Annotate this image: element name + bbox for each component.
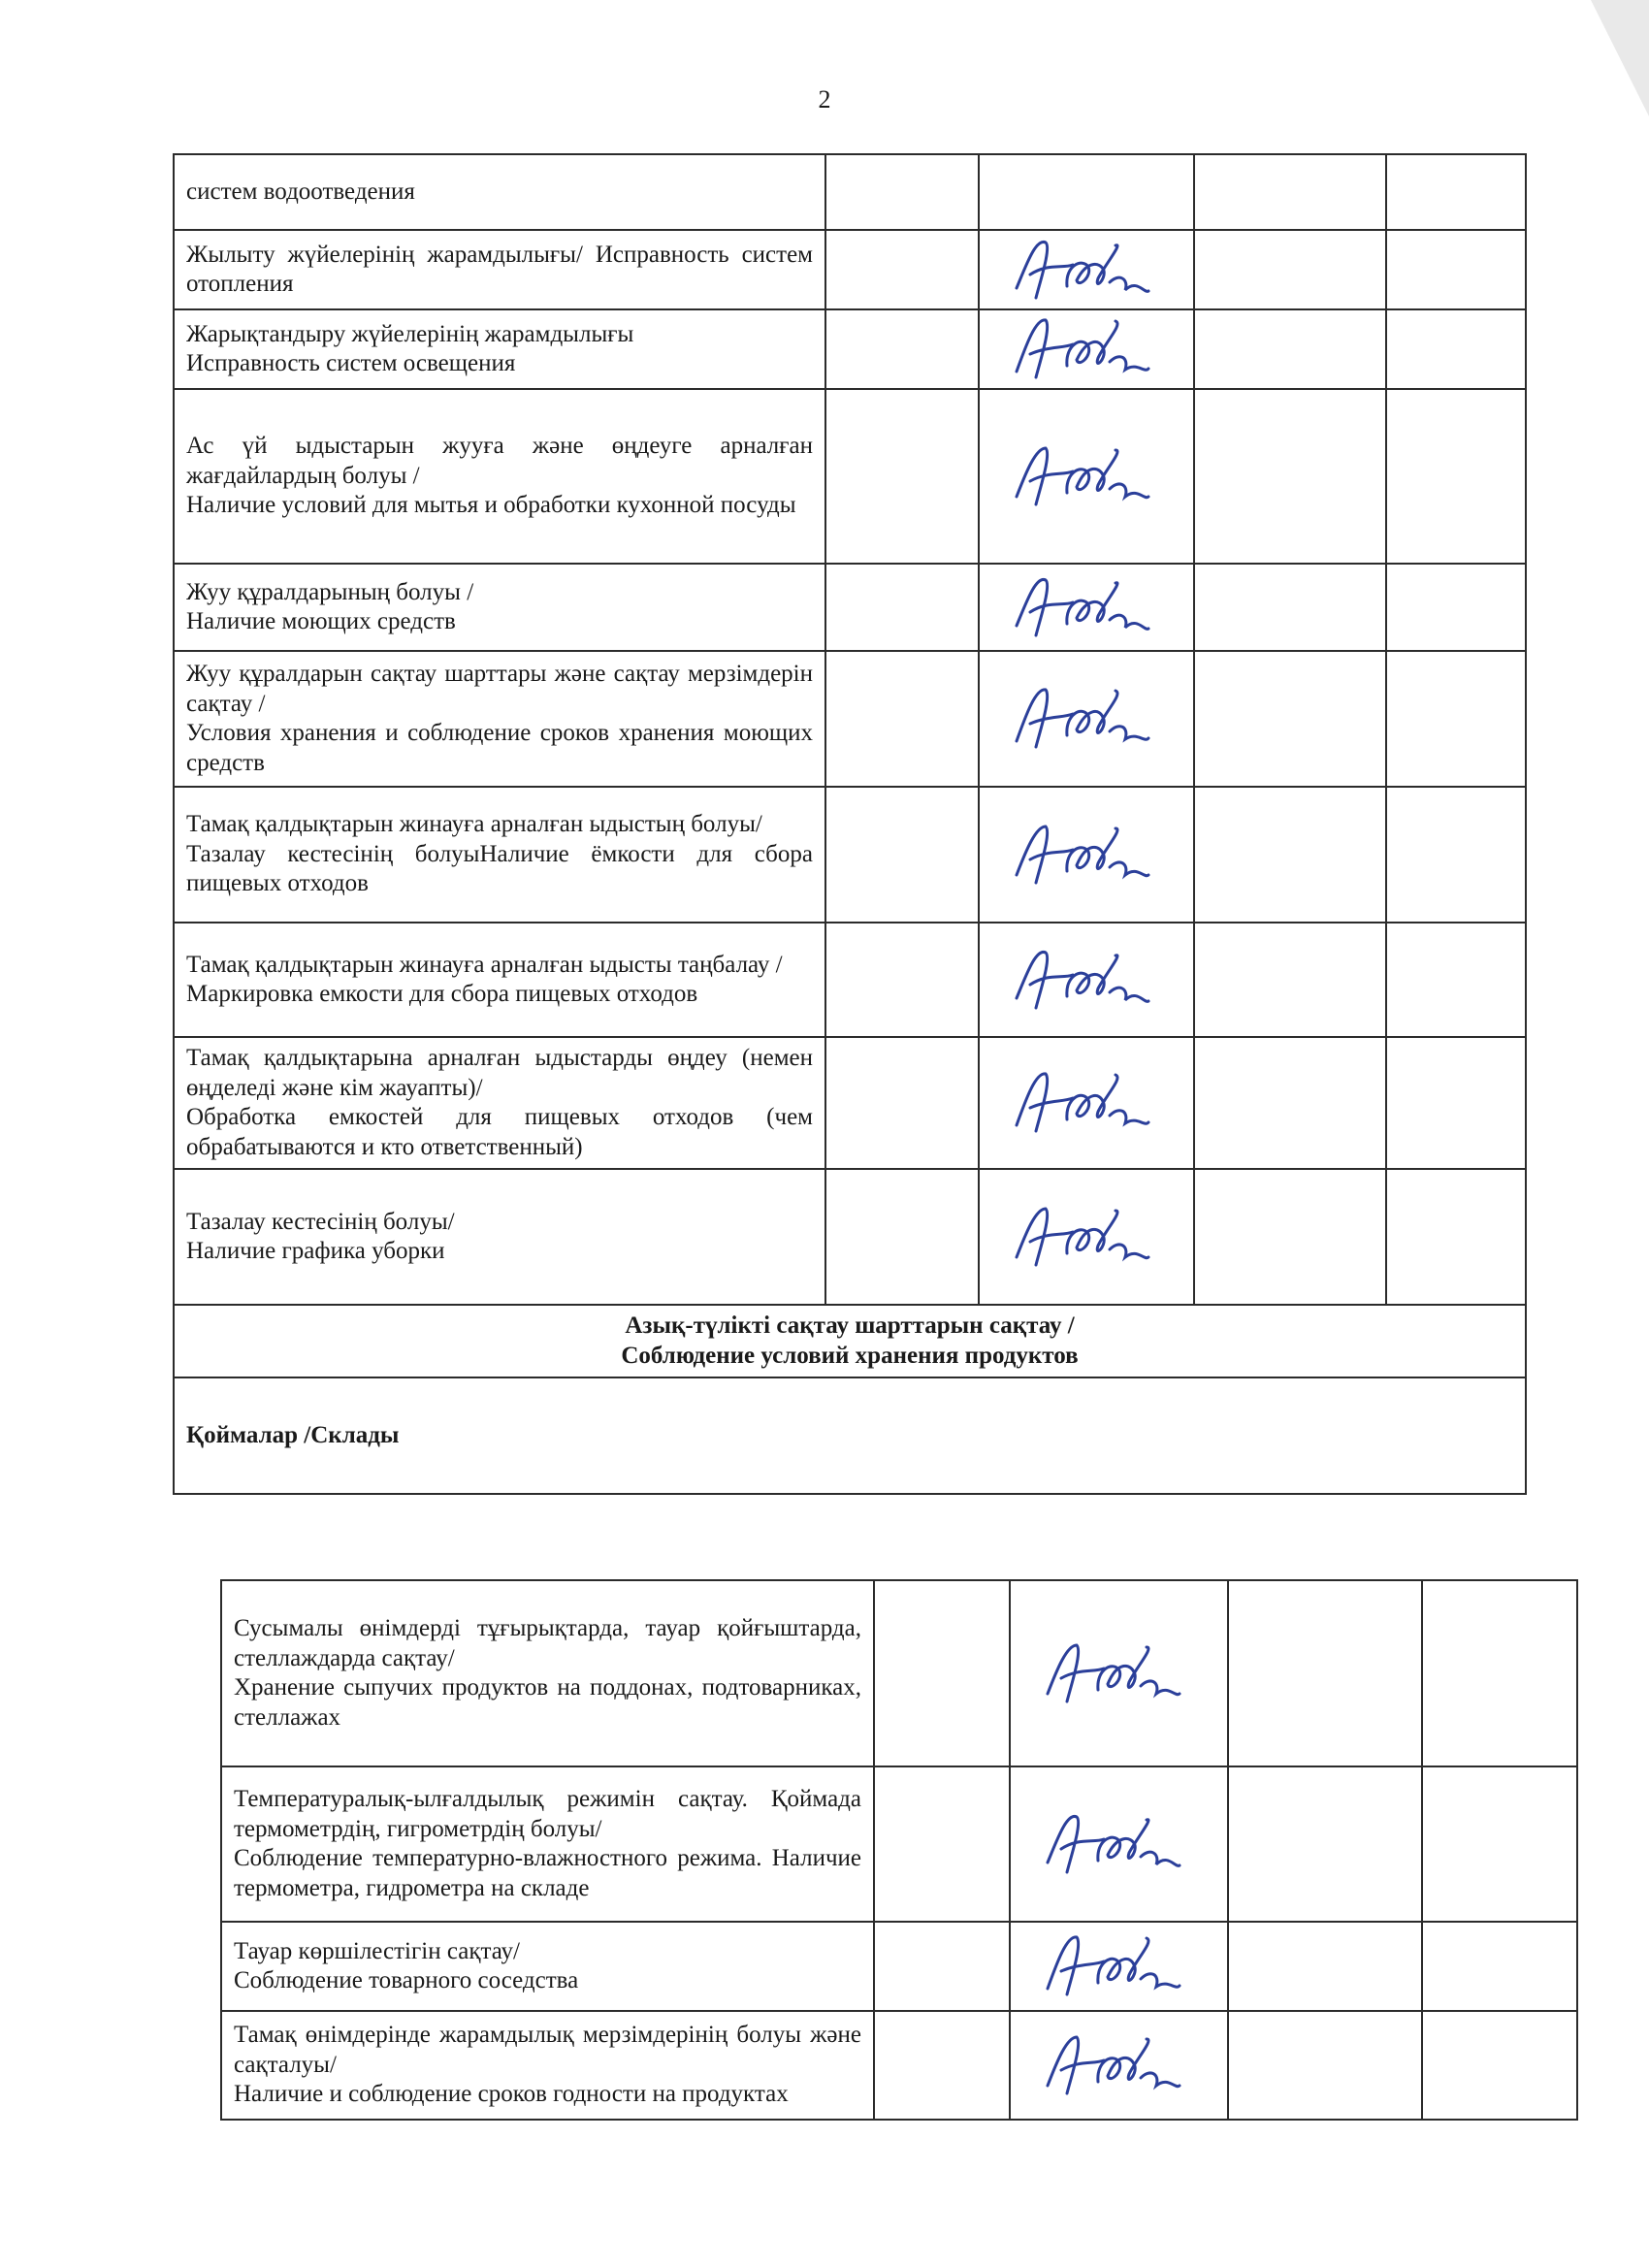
table-row (174, 1169, 1526, 1305)
empty-cell (825, 787, 979, 923)
signature-cell (979, 1037, 1194, 1169)
table-row (174, 154, 1526, 230)
criterion-kk: Жарықтандыру жүйелерінің жарамдылығы (186, 320, 634, 347)
signature-cell (979, 230, 1194, 309)
criterion-cell (174, 787, 825, 923)
criterion-kk: Ас үй ыдыстарын жууға және өңдеуге арналған жағдайлардың болуы / (186, 433, 813, 489)
subsection-title: Қоймалар /Склады (174, 1377, 1526, 1494)
section-title (174, 1305, 1526, 1377)
table-row (221, 1922, 1577, 2011)
criterion-cell (174, 1037, 825, 1169)
criterion-kk: Тамақ қалдықтарына арналған ыдыстарды өңдеу (немен өңделеді және кім жауапты)/ (186, 1045, 813, 1101)
empty-cell (1386, 787, 1526, 923)
empty-cell (825, 154, 979, 230)
criterion-cell (174, 230, 825, 309)
signature-cell (979, 154, 1194, 230)
signature-icon (1009, 1059, 1154, 1147)
signature-icon (1040, 1630, 1185, 1717)
signature-cell (1010, 2011, 1228, 2120)
empty-cell (1194, 154, 1386, 230)
criterion-ru: Условия хранения и соблюдение сроков хранения моющих средств (186, 720, 813, 776)
criterion-kk: Тазалау кестесінің болуы/ (186, 1208, 455, 1235)
empty-cell (825, 923, 979, 1037)
signature-icon (1040, 1923, 1185, 2010)
empty-cell (1386, 230, 1526, 309)
empty-cell (1386, 309, 1526, 389)
signature-icon (1009, 306, 1154, 393)
criterion-cell (174, 154, 825, 230)
criterion-kk: Тамақ өнімдерінде жарамдылық мерзімдерінің болуы және сақталуы/ (234, 2022, 861, 2078)
criterion-kk: систем водоотведения (186, 178, 415, 205)
empty-cell (1228, 1580, 1422, 1766)
criterion-cell (221, 1580, 874, 1766)
signature-cell (979, 923, 1194, 1037)
empty-cell (1386, 1037, 1526, 1169)
signature-icon (1040, 1800, 1185, 1888)
empty-cell (1386, 923, 1526, 1037)
criterion-ru: Хранение сыпучих продуктов на поддонах, подтоварниках, стеллажах (234, 1674, 861, 1731)
empty-cell (874, 1766, 1010, 1922)
table-row (174, 389, 1526, 564)
criterion-kk: Жуу құралдарын сақтау шарттары және сақтау мерзімдерін сақтау / (186, 661, 813, 717)
signature-cell (979, 564, 1194, 651)
signature-cell (979, 787, 1194, 923)
section-header-row (174, 1305, 1526, 1377)
table-row (174, 1037, 1526, 1169)
empty-cell (1422, 2011, 1577, 2120)
criterion-cell (221, 1922, 874, 2011)
empty-cell (825, 651, 979, 787)
table-row (174, 923, 1526, 1037)
signature-cell (979, 651, 1194, 787)
empty-cell (1386, 1169, 1526, 1305)
criterion-cell (174, 564, 825, 651)
empty-cell (1386, 154, 1526, 230)
criterion-cell (221, 2011, 874, 2120)
empty-cell (1228, 2011, 1422, 2120)
signature-icon (1009, 433, 1154, 520)
criterion-ru: Наличие условий для мытья и обработки кухонной посуды (186, 492, 796, 519)
empty-cell (1194, 923, 1386, 1037)
empty-cell (825, 1037, 979, 1169)
checklist-table-part1 (173, 153, 1527, 1495)
signature-icon (1009, 675, 1154, 762)
criterion-ru: Соблюдение температурно-влажностного режима. Наличие термометра, гидрометра на складе (234, 1845, 861, 1901)
empty-cell (1194, 230, 1386, 309)
criterion-kk: Жылыту жүйелерінің жарамдылығы/ Исправность систем отопления (186, 241, 813, 297)
criterion-cell (174, 389, 825, 564)
signature-icon (1009, 1193, 1154, 1280)
empty-cell (1422, 1766, 1577, 1922)
signature-cell (1010, 1922, 1228, 2011)
empty-cell (1386, 389, 1526, 564)
criterion-cell (174, 651, 825, 787)
criterion-ru: Наличие и соблюдение сроков годности на продуктах (234, 2081, 789, 2108)
signature-cell (979, 1169, 1194, 1305)
empty-cell (1194, 787, 1386, 923)
signature-icon (1009, 564, 1154, 651)
signature-cell (979, 309, 1194, 389)
empty-cell (825, 389, 979, 564)
empty-cell (1194, 564, 1386, 651)
signature-cell (1010, 1766, 1228, 1922)
page-number: 2 (818, 85, 831, 113)
empty-cell (1194, 651, 1386, 787)
criterion-cell (174, 309, 825, 389)
table-row (221, 2011, 1577, 2120)
checklist-table-part2 (220, 1579, 1578, 2121)
criterion-kk: Сусымалы өнімдерді тұғырықтарда, тауар қойғыштарда, стеллаждарда сақтау/ (234, 1615, 861, 1671)
section-title-line: Азық-түлікті сақтау шарттарын сақтау / (625, 1312, 1075, 1339)
empty-cell (874, 1580, 1010, 1766)
section-title-line: Соблюдение условий хранения продуктов (621, 1342, 1079, 1369)
empty-cell (1194, 309, 1386, 389)
empty-cell (1228, 1922, 1422, 2011)
table-row (174, 787, 1526, 923)
signature-icon (1009, 936, 1154, 1023)
criterion-ru: Обработка емкостей для пищевых отходов (чем обрабатываются и кто ответственный) (186, 1104, 813, 1160)
empty-cell (1194, 1037, 1386, 1169)
criterion-cell (174, 1169, 825, 1305)
criterion-kk: Температуралық-ылғалдылық режимін сақтау. Қоймада термометрдің, гигрометрдің болуы/ (234, 1786, 861, 1842)
table-row (174, 309, 1526, 389)
criterion-cell (174, 923, 825, 1037)
empty-cell (825, 564, 979, 651)
criterion-cell (221, 1766, 874, 1922)
criterion-kk: Тамақ қалдықтарын жинауға арналған ыдысты таңбалау / (186, 951, 783, 978)
signature-cell (979, 389, 1194, 564)
table-row (174, 651, 1526, 787)
empty-cell (825, 309, 979, 389)
empty-cell (874, 2011, 1010, 2120)
table-row (174, 564, 1526, 651)
criterion-ru: Наличие графика уборки (186, 1238, 445, 1264)
empty-cell (1194, 389, 1386, 564)
empty-cell (1422, 1922, 1577, 2011)
criterion-ru: Соблюдение товарного соседства (234, 1967, 579, 1993)
signature-icon (1040, 2022, 1185, 2109)
criterion-kk: Жуу құралдарының болуы / (186, 578, 474, 605)
criterion-kk: Тауар көршілестігін сақтау/ (234, 1937, 520, 1964)
criterion-ru: Маркировка емкости для сбора пищевых отходов (186, 981, 698, 1007)
empty-cell (825, 1169, 979, 1305)
criterion-ru: Исправность систем освещения (186, 350, 516, 376)
table-row (221, 1766, 1577, 1922)
subsection-header-row (174, 1377, 1526, 1494)
empty-cell (1386, 651, 1526, 787)
criterion-ru: Наличие моющих средств (186, 608, 456, 634)
signature-icon (1009, 811, 1154, 898)
empty-cell (874, 1922, 1010, 2011)
table-row (221, 1580, 1577, 1766)
signature-cell (1010, 1580, 1228, 1766)
criterion-kk: Тамақ қалдықтарын жинауға арналған ыдыстың болуы/ (186, 811, 762, 838)
table-row (174, 230, 1526, 309)
empty-cell (1422, 1580, 1577, 1766)
empty-cell (1194, 1169, 1386, 1305)
empty-cell (825, 230, 979, 309)
signature-icon (1009, 226, 1154, 313)
empty-cell (1228, 1766, 1422, 1922)
empty-cell (1386, 564, 1526, 651)
criterion-ru: Тазалау кестесінің болуыНаличие ёмкости для сбора пищевых отходов (186, 840, 813, 897)
